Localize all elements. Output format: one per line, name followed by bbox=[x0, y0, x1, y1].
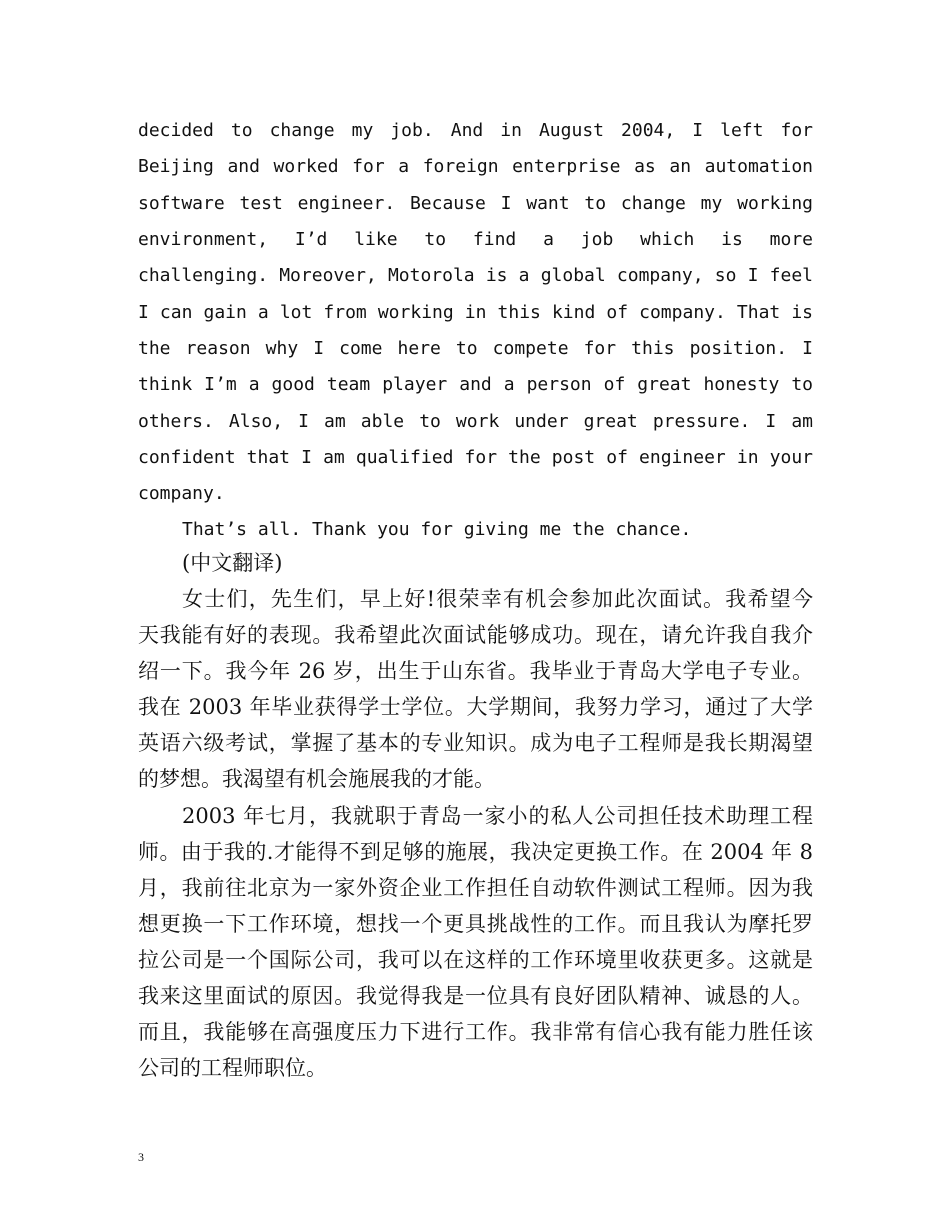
page-number: 3 bbox=[138, 1150, 144, 1164]
chinese-text-line: 月，我前往北京为一家外资企业工作担任自动软件测试工程师。因为我 bbox=[138, 876, 813, 900]
english-text-line: decided to change my job. And in August 2004, I left for bbox=[138, 120, 813, 141]
chinese-text-line: 女士们，先生们，早上好!很荣幸有机会参加此次面试。我希望今 bbox=[182, 587, 813, 611]
chinese-text-line: 我在 2003 年毕业获得学士学位。大学期间，我努力学习，通过了大学 bbox=[138, 695, 813, 719]
chinese-text-line: 而且，我能够在高强度压力下进行工作。我非常有信心我有能力胜任该 bbox=[138, 1020, 813, 1044]
english-text-line: think I’m a good team player and a person of great honesty to bbox=[138, 374, 813, 395]
english-text-line: I can gain a lot from working in this kind of company. That is bbox=[138, 302, 813, 323]
english-text-line: others. Also, I am able to work under great pressure. I am bbox=[138, 411, 813, 432]
english-text-line: confident that I am qualified for the post of engineer in your bbox=[138, 447, 813, 468]
english-text-line: challenging. Moreover, Motorola is a global company, so I feel bbox=[138, 265, 813, 286]
chinese-text-line: 我来这里面试的原因。我觉得我是一位具有良好团队精神、诚恳的人。 bbox=[138, 984, 813, 1008]
english-text-line: Beijing and worked for a foreign enterprise as an automation bbox=[138, 156, 813, 177]
chinese-text-line: 英语六级考试，掌握了基本的专业知识。成为电子工程师是我长期渴望 bbox=[138, 731, 813, 755]
chinese-text-line: 公司的工程师职位。 bbox=[138, 1056, 327, 1080]
chinese-text-line: 2003 年七月，我就职于青岛一家小的私人公司担任技术助理工程 bbox=[182, 804, 813, 828]
chinese-text-line: 拉公司是一个国际公司，我可以在这样的工作环境里收获更多。这就是 bbox=[138, 948, 813, 972]
english-text-line: software test engineer. Because I want to change my working bbox=[138, 193, 813, 214]
closing-line: That’s all. Thank you for giving me the chance. bbox=[182, 519, 692, 540]
translation-heading: (中文翻译) bbox=[182, 551, 283, 575]
chinese-text-line: 的梦想。我渴望有机会施展我的才能。 bbox=[138, 767, 495, 791]
english-text-line: environment, I’d like to find a job which is more bbox=[138, 229, 813, 250]
chinese-text-line: 绍一下。我今年 26 岁，出生于山东省。我毕业于青岛大学电子专业。 bbox=[138, 659, 813, 683]
chinese-text-line: 想更换一下工作环境，想找一个更具挑战性的工作。而且我认为摩托罗 bbox=[138, 912, 813, 936]
english-text-line: company. bbox=[138, 483, 225, 504]
chinese-text-line: 天我能有好的表现。我希望此次面试能够成功。现在，请允许我自我介 bbox=[138, 623, 813, 647]
english-text-line: the reason why I come here to compete for this position. I bbox=[138, 338, 813, 359]
chinese-text-line: 师。由于我的.才能得不到足够的施展，我决定更换工作。在 2004 年 8 bbox=[138, 840, 813, 864]
